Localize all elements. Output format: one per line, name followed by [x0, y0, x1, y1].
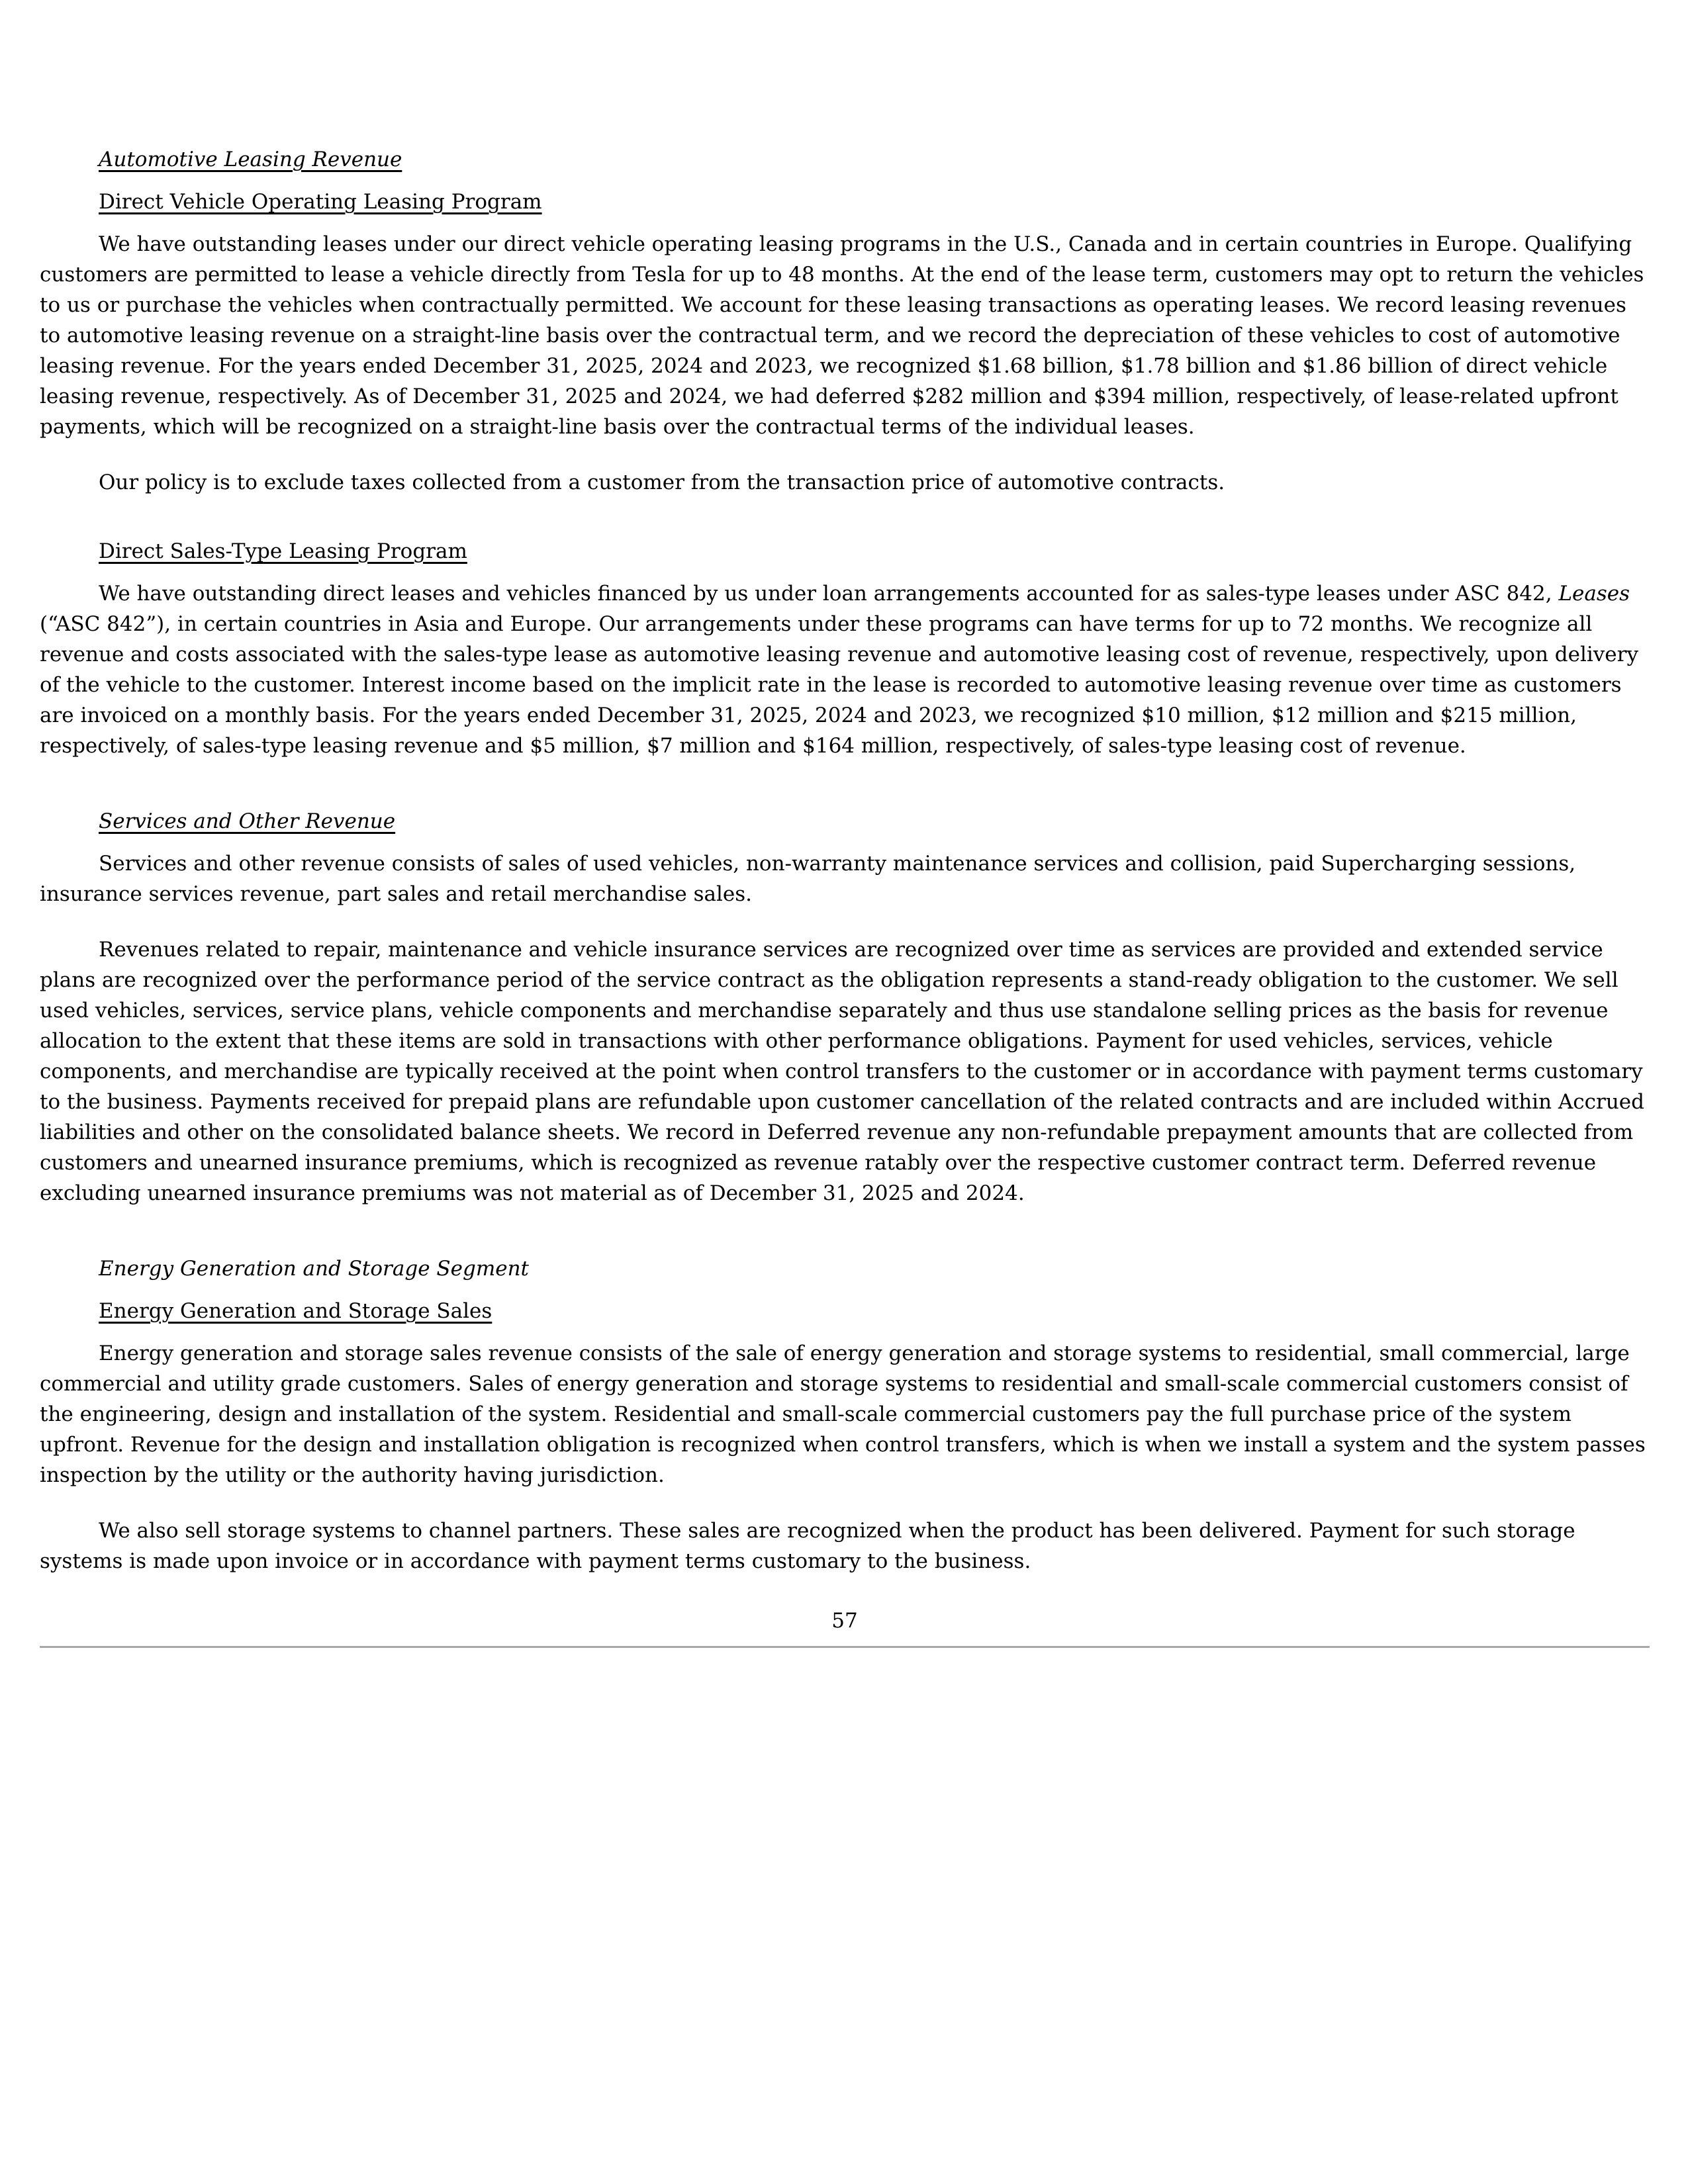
energy-sales-paragraph-2: We also sell storage systems to channel partners. These sales are recognized when the product has been delivered. Payment for such storage systems is made upon invoice or in accordance with payment terms customary to the business.: [40, 1519, 1575, 1573]
page-number: 57: [831, 1609, 858, 1633]
energy-sales-paragraph-1: Energy generation and storage sales revenue consists of the sale of energy generation and storage systems to residential, small commercial, large commercial and utility grade customers. Sales of energy generation and storage systems to residential and small-scale commercial customers consist of the engineering, design and installation of the system. Residential and small-scale commercial customers pay the full purchase price of the system upfront. Revenue for the design and installation obligation is recognized when control transfers, which is when we install a system and the system passes inspection by the utility or the authority having jurisdiction.: [40, 1342, 1646, 1487]
footer-divider: [40, 1646, 1650, 1648]
tax-policy-paragraph: Our policy is to exclude taxes collected from a customer from the transaction price of automotive contracts.: [99, 471, 1225, 494]
services-other-revenue-heading: Services and Other Revenue: [99, 809, 396, 833]
direct-sales-type-leasing-heading: Direct Sales-Type Leasing Program: [99, 539, 467, 563]
services-other-paragraph-2: Revenues related to repair, maintenance and vehicle insurance services are recognized over time as services are provided and extended service plans are recognized over the performance period of the service contract as the obligation represents a stand-ready obligation to the customer. We sell used vehicles, services, service plans, vehicle components and merchandise separately and thus use standalone selling prices as the basis for revenue allocation to the extent that these items are sold in transactions with other performance obligations. Payment for used vehicles, services, vehicle components, and merchandise are typically received at the point when control transfers to the customer or in accordance with payment terms customary to the business. Payments received for prepaid plans are refundable upon customer cancellation of the related contracts and are included within Accrued liabilities and other on the consolidated balance sheets. We record in Deferred revenue any non-refundable prepayment amounts that are collected from customers and unearned insurance premiums, which is recognized as revenue ratably over the respective customer contract term. Deferred revenue excluding unearned insurance premiums was not material as of December 31, 2025 and 2024.: [40, 938, 1644, 1205]
direct-operating-leasing-paragraph: We have outstanding leases under our direct vehicle operating leasing programs in the U.S., Canada and in certain countries in Europe. Qualifying customers are permitted to lease a vehicle directly from Tesla for up to 48 months. At the end of the lease term, customers may opt to return the vehicles to us or purchase the vehicles when contractually permitted. We account for these leasing transactions as operating leases. We record leasing revenues to automotive leasing revenue on a straight-line basis over the contractual term, and we record the depreciation of these vehicles to cost of automotive leasing revenue. For the years ended December 31, 2025, 2024 and 2023, we recognized $1.68 billion, $1.78 billion and $1.86 billion of direct vehicle leasing revenue, respectively. As of December 31, 2025 and 2024, we had deferred $282 million and $394 million, respectively, of lease-related upfront payments, which will be recognized on a straight-line basis over the contractual terms of the individual leases.: [40, 232, 1644, 439]
direct-operating-leasing-heading: Direct Vehicle Operating Leasing Program: [99, 190, 542, 214]
paragraph-text-segment: We have outstanding direct leases and vehicles financed by us under loan arrangements accounted for as sales-type leases under ASC 842,: [99, 582, 1559, 606]
direct-sales-type-leasing-paragraph: [40, 578, 1650, 761]
paragraph-text-segment: (“ASC 842”), in certain countries in Asia and Europe. Our arrangements under these programs can have terms for up to 72 months. We recognize all revenue and costs associated with the sales-type lease as automotive leasing revenue and automotive leasing cost of revenue, respectively, upon delivery of the vehicle to the customer. Interest income based on the implicit rate in the lease is recorded to automotive leasing revenue over time as customers are invoiced on a monthly basis. For the years ended December 31, 2025, 2024 and 2023, we recognized $10 million, $12 million and $215 million, respectively, of sales-type leasing revenue and $5 million, $7 million and $164 million, respectively, of sales-type leasing cost of revenue.: [40, 612, 1638, 758]
energy-segment-heading: Energy Generation and Storage Segment: [99, 1257, 529, 1281]
page-content: [40, 144, 1650, 1602]
document-page: [40, 0, 1650, 2184]
energy-sales-heading: Energy Generation and Storage Sales: [99, 1299, 492, 1323]
services-other-paragraph-1: Services and other revenue consists of sales of used vehicles, non-warranty maintenance services and collision, paid Supercharging sessions, insurance services revenue, part sales and retail merchandise sales.: [40, 852, 1576, 906]
automotive-leasing-heading: Automotive Leasing Revenue: [99, 148, 402, 171]
paragraph-italic-term: Leases: [1558, 582, 1630, 606]
